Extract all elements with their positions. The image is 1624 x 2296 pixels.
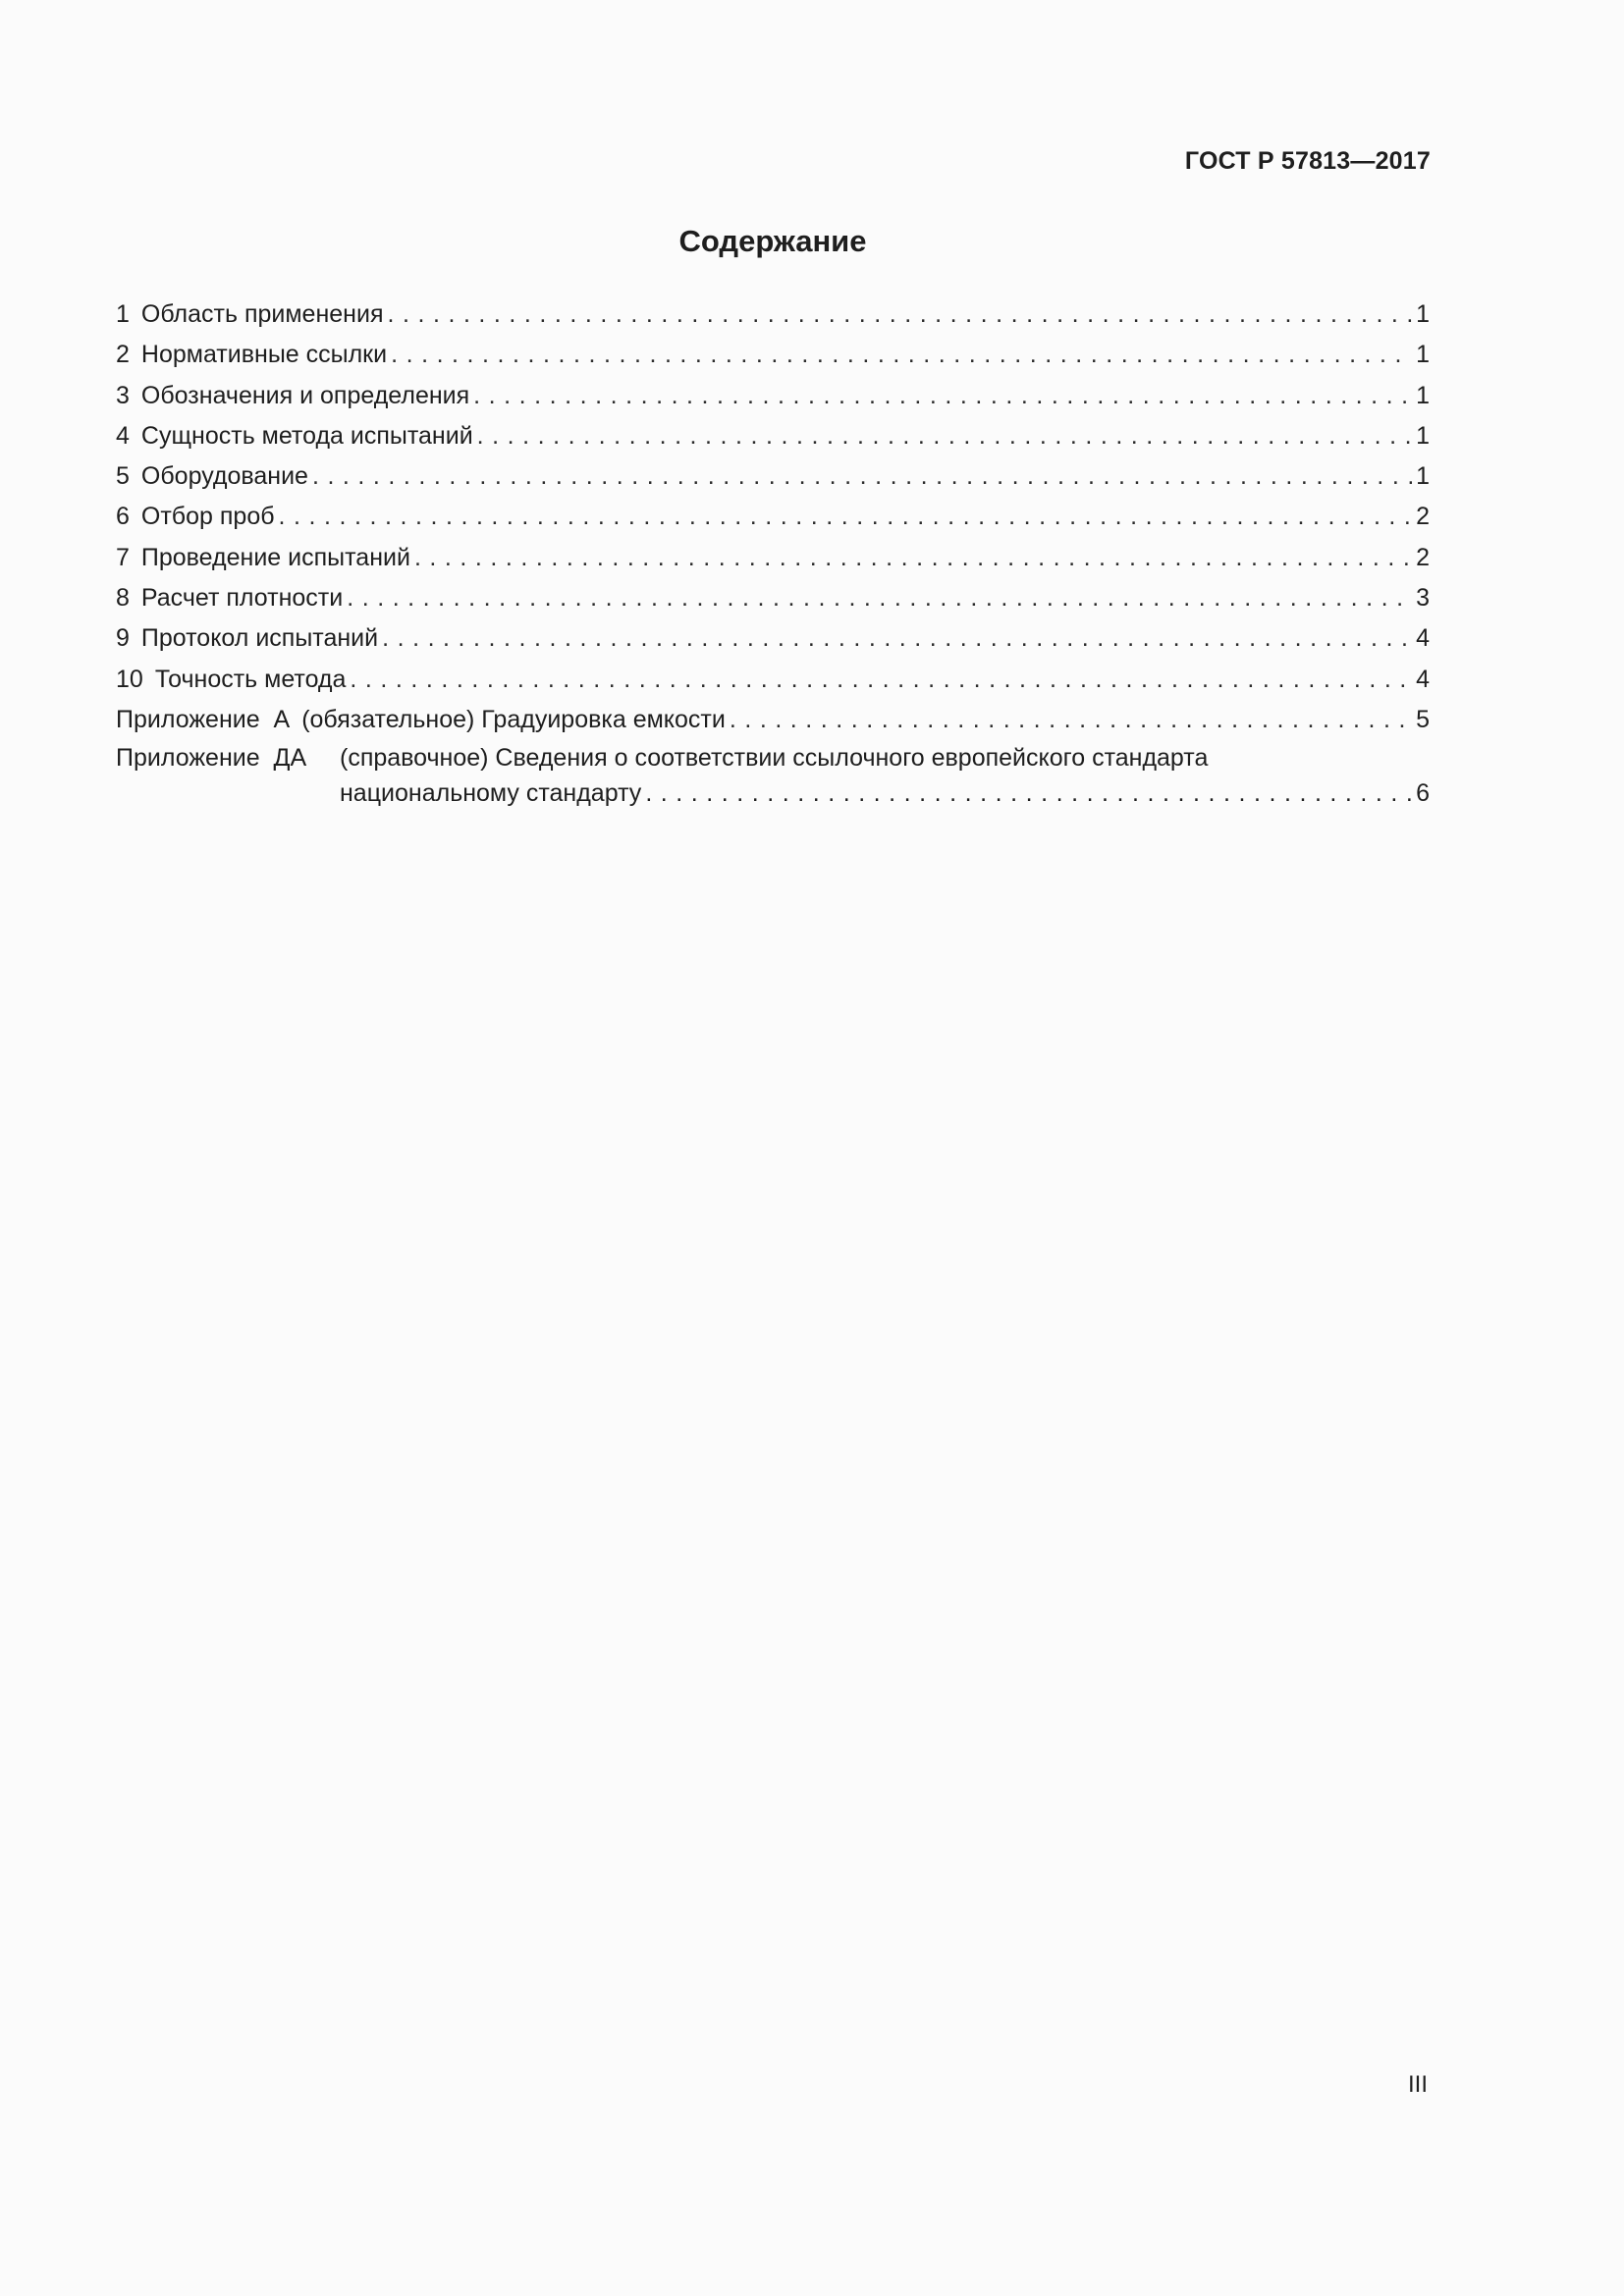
toc-item-5[interactable] — [116, 456, 1430, 497]
toc-item-page: 1 — [1416, 300, 1430, 328]
toc-item-page: 4 — [1416, 665, 1430, 693]
toc-item-page: 6 — [1416, 779, 1430, 808]
toc-item-number: 7 — [116, 543, 130, 571]
toc-item-page: 1 — [1416, 341, 1430, 369]
toc-leader-dots — [391, 335, 1412, 375]
table-of-contents — [116, 294, 1430, 811]
toc-item-annex-da[interactable] — [116, 740, 1430, 811]
toc-leader-dots — [477, 416, 1412, 456]
toc-item-label: Обозначения и определения — [140, 381, 470, 409]
toc-item-2[interactable] — [116, 335, 1430, 375]
toc-item-page: 1 — [1416, 462, 1430, 491]
toc-item-label: Протокол испытаний — [140, 624, 379, 653]
toc-item-7[interactable] — [116, 538, 1430, 578]
toc-item-label: Область применения — [140, 300, 384, 328]
toc-item-page: 3 — [1416, 584, 1430, 613]
document-code: ГОСТ Р 57813—2017 — [1184, 147, 1431, 175]
toc-item-label: Расчет плотности — [140, 584, 344, 613]
toc-item-page: 1 — [1416, 381, 1430, 409]
toc-item-number: 8 — [116, 584, 130, 613]
toc-item-page: 2 — [1416, 543, 1430, 571]
toc-item-number: 3 — [116, 381, 130, 409]
toc-item-number: Приложение А — [116, 705, 291, 733]
toc-item-label: Отбор проб — [140, 503, 275, 531]
toc-item-4[interactable] — [116, 416, 1430, 456]
toc-item-label: (справочное) Сведения о соответствии ссылочного европейского стандарта — [340, 744, 1209, 773]
toc-leader-dots — [279, 497, 1413, 537]
toc-leader-dots — [347, 578, 1412, 618]
toc-item-page: 1 — [1416, 421, 1430, 450]
toc-leader-dots — [382, 618, 1412, 659]
toc-leader-dots — [350, 660, 1412, 700]
toc-item-number: Приложение ДА — [116, 744, 307, 773]
toc-item-number: 10 — [116, 665, 143, 693]
toc-item-label: Сущность метода испытаний — [140, 421, 473, 450]
toc-item-page: 2 — [1416, 503, 1430, 531]
toc-item-8[interactable] — [116, 578, 1430, 618]
toc-title: Содержание — [678, 224, 867, 258]
toc-item-annex-a[interactable] — [116, 700, 1430, 740]
toc-leader-dots — [387, 294, 1412, 335]
toc-item-page: 5 — [1416, 705, 1430, 733]
toc-item-page: 4 — [1416, 624, 1430, 653]
toc-item-label: (обязательное) Градуировка емкости — [301, 705, 726, 733]
toc-item-number: 9 — [116, 624, 130, 653]
toc-leader-dots — [730, 700, 1412, 740]
toc-item-number: 1 — [116, 300, 130, 328]
toc-item-label-continued: национальному стандарту — [340, 779, 642, 808]
toc-leader-dots — [645, 775, 1412, 811]
toc-item-number: 2 — [116, 341, 130, 369]
page-number: III — [1407, 2071, 1428, 2098]
toc-item-1[interactable] — [116, 294, 1430, 335]
toc-item-label: Точность метода — [154, 665, 347, 693]
toc-item-label: Нормативные ссылки — [140, 341, 388, 369]
toc-item-label: Проведение испытаний — [140, 543, 410, 571]
toc-item-number: 4 — [116, 421, 130, 450]
toc-item-9[interactable] — [116, 618, 1430, 659]
toc-item-3[interactable] — [116, 376, 1430, 416]
toc-item-6[interactable] — [116, 497, 1430, 537]
toc-item-10[interactable] — [116, 660, 1430, 700]
toc-item-number: 5 — [116, 462, 130, 491]
toc-leader-dots — [414, 538, 1412, 578]
toc-item-label: Оборудование — [140, 462, 308, 491]
toc-leader-dots — [312, 456, 1412, 497]
toc-leader-dots — [473, 376, 1412, 416]
toc-item-number: 6 — [116, 503, 130, 531]
